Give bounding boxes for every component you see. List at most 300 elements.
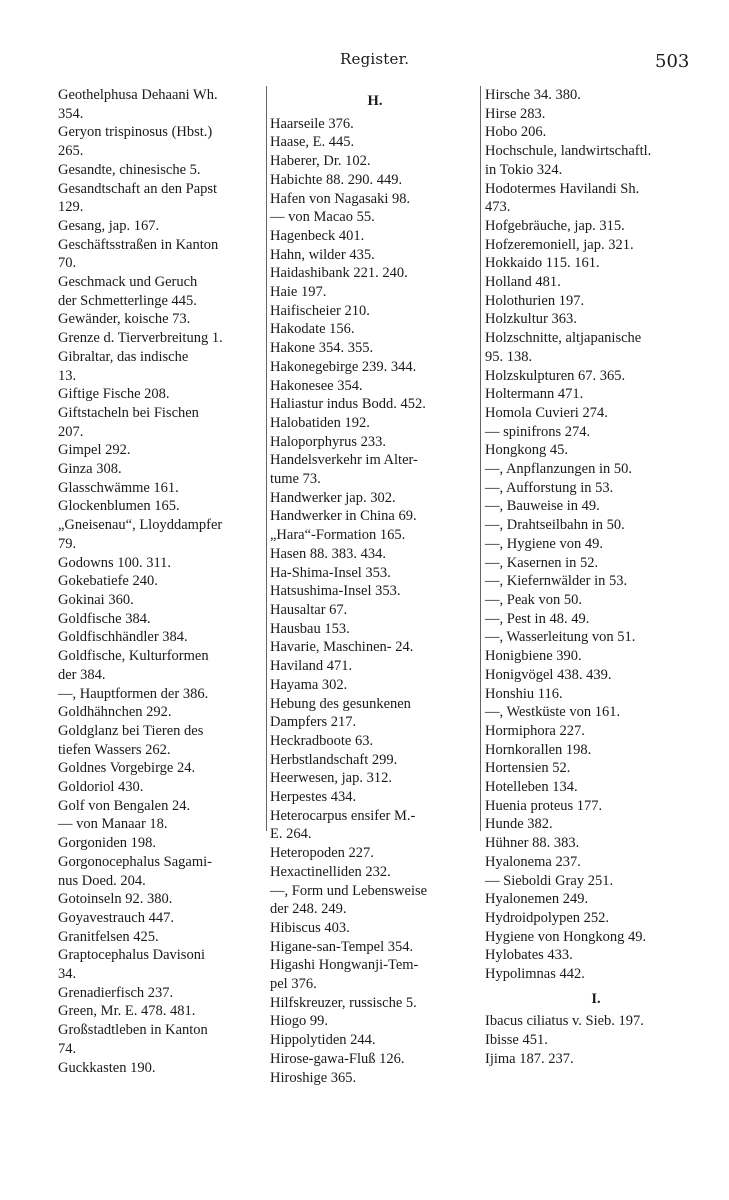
index-entry <box>485 441 707 460</box>
index-entry-line: Ginza 308. <box>58 461 122 478</box>
column-rule-1 <box>266 86 267 831</box>
index-entry-line: Haarseile 376. <box>270 115 354 132</box>
index-entry-line: tume 73. <box>270 471 321 488</box>
index-entry-line: Hormiphora 227. <box>485 722 585 739</box>
index-entry <box>270 358 480 377</box>
index-entry <box>58 647 266 684</box>
index-entry-line: — von Macao 55. <box>270 209 375 226</box>
index-entry-line: 95. 138. <box>485 348 533 365</box>
index-entry-line: Hortensien 52. <box>485 760 571 777</box>
index-entry-line: der Schmetterlinge 445. <box>58 292 197 309</box>
index-entry <box>485 1012 707 1031</box>
index-entry-line: Hokkaido 115. 161. <box>485 255 600 272</box>
index-entry-line: Giftige Fische 208. <box>58 386 170 403</box>
index-entry <box>485 292 707 311</box>
index-entry-line: pel 376. <box>270 976 317 993</box>
index-entry-line: 354. <box>58 105 84 122</box>
index-entry <box>485 666 707 685</box>
index-entry-line: Hydroidpolypen 252. <box>485 909 610 926</box>
index-entry <box>270 320 480 339</box>
index-entry <box>270 638 480 657</box>
index-entry-line: Ha-Shima-Insel 353. <box>270 564 391 581</box>
index-entry <box>485 741 707 760</box>
index-entry-line: Hylobates 433. <box>485 947 573 964</box>
index-entry <box>58 161 266 180</box>
index-column-2 <box>270 86 480 1087</box>
index-entry <box>58 834 266 853</box>
index-column-3 <box>485 86 707 1069</box>
index-entry <box>270 956 480 993</box>
index-entry <box>58 236 266 273</box>
index-entry <box>270 788 480 807</box>
index-entry-line: Hiogo 99. <box>270 1013 328 1030</box>
index-entry <box>270 1012 480 1031</box>
index-entry-line: Holtermann 471. <box>485 386 584 403</box>
index-entry-line: Goldnes Vorgebirge 24. <box>58 760 196 777</box>
index-entry-line: 34. <box>58 966 77 983</box>
index-entry-line: Hyalonema 237. <box>485 853 581 870</box>
index-entry-line: Haase, E. 445. <box>270 134 355 151</box>
index-entry-line: 70. <box>58 255 77 272</box>
index-entry-line: Glasschwämme 161. <box>58 479 179 496</box>
index-entry-line: Hippolytiden 244. <box>270 1032 376 1049</box>
index-entry-line: tiefen Wassers 262. <box>58 741 171 758</box>
index-entry <box>485 329 707 366</box>
index-entry-line: Haloporphyrus 233. <box>270 433 386 450</box>
index-entry-line: E. 264. <box>270 826 312 843</box>
index-entry-line: Hahn, wilder 435. <box>270 246 375 263</box>
index-entry <box>485 554 707 573</box>
index-entry-line: Holzskulpturen 67. 365. <box>485 367 626 384</box>
index-entry <box>58 685 266 704</box>
index-entry <box>270 133 480 152</box>
index-entry <box>485 928 707 947</box>
index-entry <box>485 423 707 442</box>
index-entry <box>58 984 266 1003</box>
index-entry-line: Herbstlandschaft 299. <box>270 751 398 768</box>
index-entry-line: 207. <box>58 423 84 440</box>
index-entry <box>270 882 480 919</box>
index-entry <box>270 414 480 433</box>
index-entry-line: Gesang, jap. 167. <box>58 217 160 234</box>
index-entry <box>485 310 707 329</box>
index-entry-line: Golf von Bengalen 24. <box>58 797 191 814</box>
index-entry-line: 265. <box>58 143 84 160</box>
index-entry <box>270 507 480 526</box>
index-entry-line: Guckkasten 190. <box>58 1059 156 1076</box>
index-entry-line: Green, Mr. E. 478. 481. <box>58 1003 196 1020</box>
index-entry <box>58 554 266 573</box>
index-entry <box>485 815 707 834</box>
index-entry <box>270 994 480 1013</box>
index-entry-line: Haberer, Dr. 102. <box>270 153 371 170</box>
index-entry-line: 129. <box>58 199 84 216</box>
index-entry-line: Hasen 88. 383. 434. <box>270 545 386 562</box>
index-entry <box>270 620 480 639</box>
index-entry-line: Heteropoden 227. <box>270 845 374 862</box>
index-entry-line: Geothelphusa Dehaani Wh. <box>58 87 218 103</box>
index-entry <box>485 1050 707 1069</box>
page-header <box>0 50 729 74</box>
index-entry-line: — Sieboldi Gray 251. <box>485 872 614 889</box>
index-entry <box>485 797 707 816</box>
index-entry <box>485 236 707 255</box>
index-entry-line: Honshiu 116. <box>485 685 563 702</box>
index-entry <box>58 946 266 983</box>
index-entry <box>485 460 707 479</box>
index-entry <box>485 404 707 423</box>
index-entry-line: Haliastur indus Bodd. 452. <box>270 396 426 413</box>
index-entry <box>270 601 480 620</box>
section-heading: H. <box>367 93 383 109</box>
index-entry <box>485 479 707 498</box>
index-entry-line: Hygiene von Hongkong 49. <box>485 928 647 945</box>
index-entry-line: Hausbau 153. <box>270 620 350 637</box>
index-entry <box>485 385 707 404</box>
index-entry-line: Hochschule, landwirtschaftl. <box>485 143 652 160</box>
column-rule-2 <box>480 86 481 831</box>
index-entry-line: Graptocephalus Davisoni <box>58 947 205 964</box>
index-entry-line: „Gneisenau“, Lloyddampfer <box>58 517 223 534</box>
index-entry-line: —, Hauptformen der 386. <box>58 685 209 702</box>
index-entry <box>270 807 480 844</box>
index-entry <box>270 227 480 246</box>
index-entry <box>485 685 707 704</box>
index-entry-line: Gewänder, koische 73. <box>58 311 191 328</box>
index-entry-line: —, Hygiene von 49. <box>485 535 603 552</box>
index-entry-line: —, Westküste von 161. <box>485 704 621 721</box>
index-entry-line: Honigvögel 438. 439. <box>485 666 612 683</box>
index-entry <box>270 190 480 209</box>
index-entry <box>485 853 707 872</box>
index-entry <box>58 497 266 516</box>
index-entry <box>58 797 266 816</box>
index-entry-line: Homola Cuvieri 274. <box>485 404 608 421</box>
index-entry-line: der 248. 249. <box>270 901 347 918</box>
index-entry <box>270 751 480 770</box>
index-entry-line: Hodotermes Havilandi Sh. <box>485 180 640 197</box>
index-entry-line: —, Bauweise in 49. <box>485 498 600 515</box>
index-entry <box>270 283 480 302</box>
index-entry-line: Goldhähnchen 292. <box>58 704 172 721</box>
index-entry <box>485 105 707 124</box>
index-entry-line: 473. <box>485 199 511 216</box>
index-entry-line: Havarie, Maschinen- 24. <box>270 639 414 656</box>
index-entry <box>58 928 266 947</box>
index-entry <box>270 377 480 396</box>
index-entry-line: Habichte 88. 290. 449. <box>270 171 403 188</box>
index-entry-line: Haifischeier 210. <box>270 302 370 319</box>
index-entry-line: Gorgonocephalus Sagami- <box>58 853 212 870</box>
index-entry-line: Goldfische, Kulturformen <box>58 648 209 665</box>
index-entry-line: Giftstacheln bei Fischen <box>58 404 199 421</box>
index-entry-line: —, Pest in 48. 49. <box>485 610 590 627</box>
index-entry-line: Gokebatiefe 240. <box>58 573 158 590</box>
index-entry-line: 13. <box>58 367 77 384</box>
index-entry <box>270 152 480 171</box>
index-entry-line: Hofgebräuche, jap. 315. <box>485 217 625 234</box>
index-entry <box>270 339 480 358</box>
index-entry-line: Handwerker jap. 302. <box>270 489 396 506</box>
index-entry-line: Hongkong 45. <box>485 442 568 459</box>
index-entry <box>485 254 707 273</box>
index-entry <box>485 909 707 928</box>
index-entry <box>270 208 480 227</box>
index-entry-line: Hausaltar 67. <box>270 601 348 618</box>
index-entry-line: Hobo 206. <box>485 124 547 141</box>
index-entry-line: Holzkultur 363. <box>485 311 577 328</box>
index-entry-line: Goldfische 384. <box>58 610 151 627</box>
index-entry <box>270 938 480 957</box>
index-entry <box>485 86 707 105</box>
index-entry-line: Honigbiene 390. <box>485 648 582 665</box>
index-entry <box>485 628 707 647</box>
index-entry-line: Gesandtschaft an den Papst <box>58 180 218 197</box>
index-entry-line: —, Anpflanzungen in 50. <box>485 461 632 478</box>
index-entry <box>270 676 480 695</box>
index-entry-line: —, Form und Lebensweise <box>270 882 428 899</box>
index-entry <box>485 759 707 778</box>
index-entry <box>58 385 266 404</box>
index-entry-line: Hofzeremoniell, jap. 321. <box>485 236 634 253</box>
index-entry-line: Gotoinseln 92. 380. <box>58 891 173 908</box>
index-entry <box>58 1059 266 1078</box>
index-entry <box>58 1002 266 1021</box>
index-entry <box>58 815 266 834</box>
index-entry-line: Heterocarpus ensifer M.- <box>270 807 416 824</box>
index-entry-line: Hatsushima-Insel 353. <box>270 583 401 600</box>
index-entry-line: Granitfelsen 425. <box>58 928 159 945</box>
index-entry <box>270 302 480 321</box>
running-title: Register. <box>340 50 410 68</box>
index-entry-line: Ijima 187. 237. <box>485 1050 574 1067</box>
index-entry-line: Gesandte, chinesische 5. <box>58 161 201 178</box>
index-entry-line: Higashi Hongwanji-Tem- <box>270 957 419 974</box>
index-entry-line: Hakonesee 354. <box>270 377 363 394</box>
index-entry <box>270 844 480 863</box>
index-entry <box>485 572 707 591</box>
index-entry <box>270 451 480 488</box>
index-entry-line: Hayama 302. <box>270 676 348 693</box>
index-entry <box>58 329 266 348</box>
index-entry-line: Goldfischhändler 384. <box>58 629 188 646</box>
index-entry-line: Holothurien 197. <box>485 292 585 309</box>
index-entry <box>58 703 266 722</box>
index-entry-line: Haie 197. <box>270 284 327 301</box>
index-entry <box>270 1031 480 1050</box>
index-entry <box>58 217 266 236</box>
index-entry-line: Gibraltar, das indische <box>58 348 189 365</box>
index-entry-line: Glockenblumen 165. <box>58 498 180 515</box>
index-entry <box>58 591 266 610</box>
index-entry-line: Haidashibank 221. 240. <box>270 265 408 282</box>
index-entry-line: Hiroshige 365. <box>270 1069 357 1086</box>
index-entry <box>485 1031 707 1050</box>
index-entry <box>58 404 266 441</box>
index-entry-line: Goyavestrauch 447. <box>58 909 174 926</box>
index-entry-line: Hypolimnas 442. <box>485 966 585 983</box>
index-entry <box>58 1021 266 1058</box>
index-entry <box>270 732 480 751</box>
index-entry-line: Haviland 471. <box>270 658 353 675</box>
index-entry-line: —, Wasserleitung von 51. <box>485 629 636 646</box>
index-entry-line: Godowns 100. 311. <box>58 554 172 571</box>
index-entry <box>270 171 480 190</box>
index-entry <box>270 395 480 414</box>
index-entry <box>58 628 266 647</box>
index-entry-line: Hornkorallen 198. <box>485 741 592 758</box>
index-entry <box>270 264 480 283</box>
index-entry-line: „Hara“-Formation 165. <box>270 527 406 544</box>
index-entry-line: Ibacus ciliatus v. Sieb. 197. <box>485 1013 644 1030</box>
index-entry-line: Hafen von Nagasaki 98. <box>270 190 411 207</box>
index-entry-line: Huenia proteus 177. <box>485 797 603 814</box>
index-entry-line: in Tokio 324. <box>485 161 563 178</box>
index-entry <box>485 142 707 179</box>
index-entry-line: Hexactinelliden 232. <box>270 863 391 880</box>
index-entry-line: Grenze d. Tierverbreitung 1. <box>58 330 223 347</box>
index-entry-line: nus Doed. 204. <box>58 872 146 889</box>
index-entry <box>485 872 707 891</box>
index-entry <box>485 703 707 722</box>
index-entry <box>270 115 480 134</box>
index-entry-line: Hirse 283. <box>485 105 546 122</box>
index-entry <box>270 433 480 452</box>
index-entry <box>485 778 707 797</box>
index-entry-line: Handwerker in China 69. <box>270 508 417 525</box>
index-entry <box>485 535 707 554</box>
index-entry-line: Hakonegebirge 239. 344. <box>270 358 417 375</box>
index-entry <box>485 516 707 535</box>
index-entry-line: Holland 481. <box>485 274 561 291</box>
index-entry <box>58 460 266 479</box>
index-entry-line: Hunde 382. <box>485 816 553 833</box>
index-entry <box>485 965 707 984</box>
index-entry <box>485 123 707 142</box>
index-entry <box>485 180 707 217</box>
index-entry-line: Hotelleben 134. <box>485 779 578 796</box>
index-entry <box>270 489 480 508</box>
index-entry <box>58 909 266 928</box>
index-entry <box>485 647 707 666</box>
index-entry <box>58 310 266 329</box>
index-entry-line: Goldoriol 430. <box>58 779 144 796</box>
index-entry-line: Gokinai 360. <box>58 591 134 608</box>
index-entry <box>58 759 266 778</box>
index-entry <box>270 246 480 265</box>
index-entry <box>58 722 266 759</box>
index-entry <box>270 695 480 732</box>
index-entry <box>270 1069 480 1088</box>
index-entry-line: Heerwesen, jap. 312. <box>270 770 392 787</box>
index-entry <box>58 890 266 909</box>
index-entry <box>58 610 266 629</box>
index-entry <box>270 657 480 676</box>
index-entry-line: Hibiscus 403. <box>270 919 350 936</box>
index-entry-line: Gimpel 292. <box>58 442 131 459</box>
index-entry-line: Hagenbeck 401. <box>270 227 365 244</box>
index-entry-line: —, Peak von 50. <box>485 591 583 608</box>
index-entry <box>485 722 707 741</box>
index-entry-line: Ibisse 451. <box>485 1032 548 1049</box>
index-entry-line: Handelsverkehr im Alter- <box>270 452 418 469</box>
index-entry <box>485 497 707 516</box>
index-entry-line: —, Aufforstung in 53. <box>485 479 614 496</box>
index-entry <box>58 516 266 553</box>
index-entry <box>58 572 266 591</box>
index-entry-line: —, Kasernen in 52. <box>485 554 599 571</box>
index-entry <box>270 526 480 545</box>
index-entry <box>485 591 707 610</box>
index-entry <box>58 123 266 160</box>
index-entry-line: Hirose-gawa-Fluß 126. <box>270 1050 405 1067</box>
index-entry <box>485 946 707 965</box>
index-entry <box>270 1050 480 1069</box>
index-entry <box>485 834 707 853</box>
index-entry-line: Hilfskreuzer, russische 5. <box>270 994 417 1011</box>
index-entry <box>270 564 480 583</box>
index-entry-line: Hühner 88. 383. <box>485 835 580 852</box>
index-entry-line: Dampfers 217. <box>270 714 357 731</box>
index-entry-line: Hyalonemen 249. <box>485 891 589 908</box>
index-entry-line: Grenadierfisch 237. <box>58 984 174 1001</box>
index-entry-line: Hirsche 34. 380. <box>485 87 581 103</box>
index-entry-line: Heckradboote 63. <box>270 732 374 749</box>
index-column-1 <box>58 86 266 1077</box>
index-entry-line: Gorgoniden 198. <box>58 835 157 852</box>
index-entry-line: der 384. <box>58 666 106 683</box>
index-entry-line: Geschäftsstraßen in Kanton <box>58 236 219 253</box>
index-entry-line: Halobatiden 192. <box>270 414 370 431</box>
index-entry-line: Higane-san-Tempel 354. <box>270 938 414 955</box>
page-number: 503 <box>655 51 690 72</box>
index-entry-line: Hebung des gesunkenen <box>270 695 411 712</box>
index-entry-line: Geschmack und Geruch <box>58 274 198 291</box>
index-entry-line: Herpestes 434. <box>270 789 357 806</box>
index-entry <box>270 863 480 882</box>
index-entry-line: 79. <box>58 535 77 552</box>
index-entry <box>270 545 480 564</box>
index-entry-line: 74. <box>58 1040 77 1057</box>
index-entry <box>485 273 707 292</box>
index-entry <box>485 610 707 629</box>
index-entry-line: Hakone 354. 355. <box>270 340 374 357</box>
index-entry-line: —, Kiefernwälder in 53. <box>485 573 628 590</box>
index-entry <box>58 479 266 498</box>
index-entry <box>270 919 480 938</box>
index-entry-line: — spinifrons 274. <box>485 423 591 440</box>
index-entry <box>58 86 266 123</box>
index-entry <box>58 853 266 890</box>
index-entry-line: Hakodate 156. <box>270 321 355 338</box>
index-entry <box>58 348 266 385</box>
index-entry-line: Großstadtleben in Kanton <box>58 1022 208 1039</box>
index-entry-line: — von Manaar 18. <box>58 816 168 833</box>
index-entry <box>270 582 480 601</box>
index-entry <box>58 441 266 460</box>
index-entry <box>270 769 480 788</box>
index-entry <box>485 890 707 909</box>
index-entry-line: Holzschnitte, altjapanische <box>485 330 642 347</box>
index-entry-line: Goldglanz bei Tieren des <box>58 722 204 739</box>
index-entry-line: Geryon trispinosus (Hbst.) <box>58 124 213 141</box>
index-entry <box>485 367 707 386</box>
index-entry <box>58 180 266 217</box>
index-entry <box>58 778 266 797</box>
index-entry-line: —, Drahtseilbahn in 50. <box>485 517 625 534</box>
index-entry <box>485 217 707 236</box>
index-entry <box>58 273 266 310</box>
